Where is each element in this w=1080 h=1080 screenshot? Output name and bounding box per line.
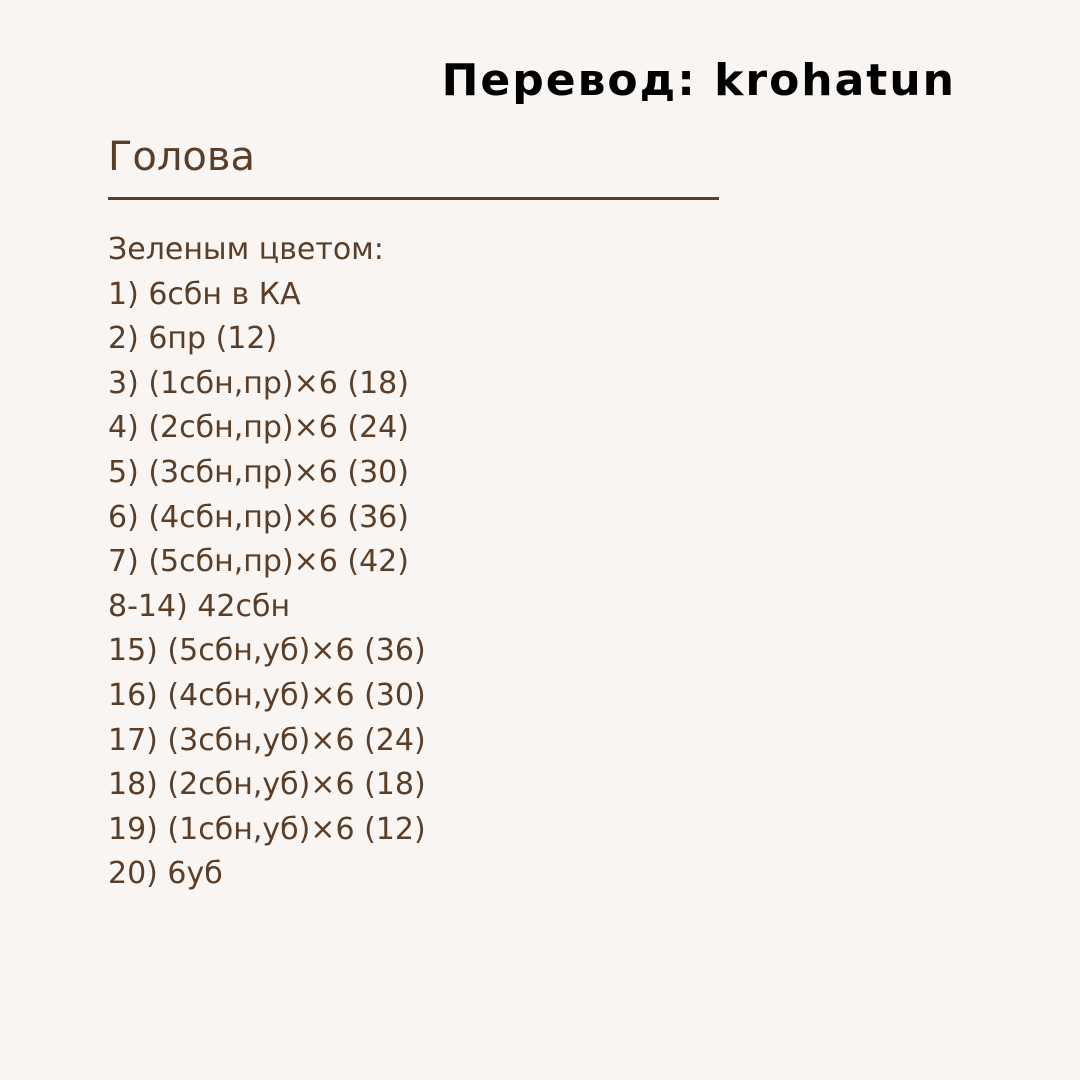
pattern-row: 4) (2сбн,пр)×6 (24) [108,410,409,446]
pattern-row: 20) 6уб [108,856,223,892]
pattern-row: 16) (4сбн,уб)×6 (30) [108,677,426,713]
pattern-instructions [108,228,1008,897]
pattern-row: 19) (1сбн,уб)×6 (12) [108,811,426,847]
pattern-row: 15) (5сбн,уб)×6 (36) [108,633,426,669]
pattern-row: 3) (1сбн,пр)×6 (18) [108,365,409,401]
pattern-row: 1) 6сбн в КА [108,276,301,312]
title-underline [108,197,719,200]
pattern-intro: Зеленым цветом: [108,232,384,267]
section-title: Голова [108,134,255,180]
pattern-row: 8-14) 42сбн [108,588,291,624]
pattern-row: 6) (4сбн,пр)×6 (36) [108,499,409,535]
pattern-row: 17) (3сбн,уб)×6 (24) [108,722,426,758]
translation-credit: Перевод: krohatun [441,55,956,106]
pattern-row: 7) (5сбн,пр)×6 (42) [108,544,409,580]
pattern-row: 18) (2сбн,уб)×6 (18) [108,767,426,803]
pattern-row: 5) (3сбн,пр)×6 (30) [108,454,409,490]
pattern-row: 2) 6пр (12) [108,321,278,357]
